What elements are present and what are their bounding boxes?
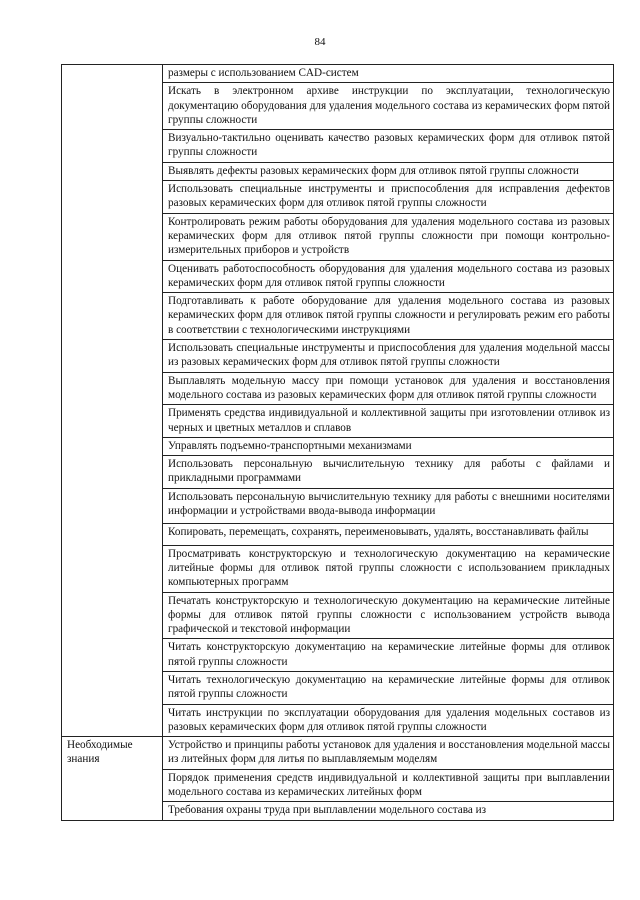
skill-item: Применять средства индивидуальной и коллективной защиты при изготовлении отливок из черных и цветных металлов и сплавов	[163, 405, 614, 438]
page-number: 84	[314, 36, 326, 48]
table-row	[62, 65, 614, 83]
skill-item: Использовать персональную вычислительную технику для работы с файлами и прикладными программами	[163, 456, 614, 489]
skill-item: Подготавливать к работе оборудование для удаления модельного состава из разовых керамических форм для отливок пятой группы сложности и регулировать режим его работы в соответствии с технологическими инструкциями	[163, 293, 614, 340]
knowledge-label: Необходимые знания	[62, 737, 163, 820]
skill-item: размеры с использованием CAD-систем	[163, 65, 614, 83]
skill-item: Выплавлять модельную массу при помощи установок для удаления и восстановления модельного состава из разовых керамических форм для отливок пятой группы сложности	[163, 372, 614, 405]
knowledge-item: Требования охраны труда при выплавлении модельного состава из	[163, 802, 614, 820]
skill-item: Искать в электронном архиве инструкции по эксплуатации, технологическую документацию оборудования для удаления модельного состава из керамических форм пятой группы сложности	[163, 83, 614, 130]
skill-item: Копировать, перемещать, сохранять, переименовывать, удалять, восстанавливать файлы	[163, 524, 614, 545]
skill-item: Использовать специальные инструменты и приспособления для удаления модельной массы из разовых керамических форм для отливок пятой группы сложности	[163, 340, 614, 373]
requirements-table	[61, 64, 614, 821]
skill-item: Контролировать режим работы оборудования для удаления модельного состава из разовых керамических форм для отливок пятой группы сложности при помощи контрольно-измерительных приборов и устройств	[163, 213, 614, 260]
knowledge-item: Устройство и принципы работы установок для удаления и восстановления модельной массы из литейных форм для литья по выплавляемым моделям	[163, 737, 614, 770]
skill-item: Читать конструкторскую документацию на керамические литейные формы для отливок пятой группы сложности	[163, 639, 614, 672]
skills-label-cell	[62, 65, 163, 737]
skill-item: Использовать специальные инструменты и приспособления для исправления дефектов разовых керамических форм для отливок пятой группы сложности	[163, 181, 614, 214]
skill-item: Читать инструкции по эксплуатации оборудования для удаления модельных составов из разовых керамических форм для отливок пятой группы сложности	[163, 704, 614, 737]
skill-item: Управлять подъемно-транспортными механизмами	[163, 437, 614, 455]
skill-item: Визуально-тактильно оценивать качество разовых керамических форм для отливок пятой группы сложности	[163, 130, 614, 163]
table-row	[62, 737, 614, 770]
skill-item: Печатать конструкторскую и технологическую документацию на керамические литейные формы для отливок пятой группы сложности с использованием устройств вывода графической и текстовой информации	[163, 592, 614, 639]
knowledge-item: Порядок применения средств индивидуальной и коллективной защиты при выплавлении модельного состава из керамических литейных форм	[163, 769, 614, 802]
skill-item: Читать технологическую документацию на керамические литейные формы для отливок пятой группы сложности	[163, 671, 614, 704]
skill-item: Использовать персональную вычислительную технику для работы с внешними носителями информации и устройствами ввода-вывода информации	[163, 488, 614, 524]
skill-item: Выявлять дефекты разовых керамических форм для отливок пятой группы сложности	[163, 162, 614, 180]
skill-item: Просматривать конструкторскую и технологическую документацию на керамические литейные формы для отливок пятой группы сложности с использованием прикладных компьютерных программ	[163, 545, 614, 592]
skill-item: Оценивать работоспособность оборудования для удаления модельного состава из разовых керамических форм для отливок пятой группы сложности	[163, 260, 614, 293]
